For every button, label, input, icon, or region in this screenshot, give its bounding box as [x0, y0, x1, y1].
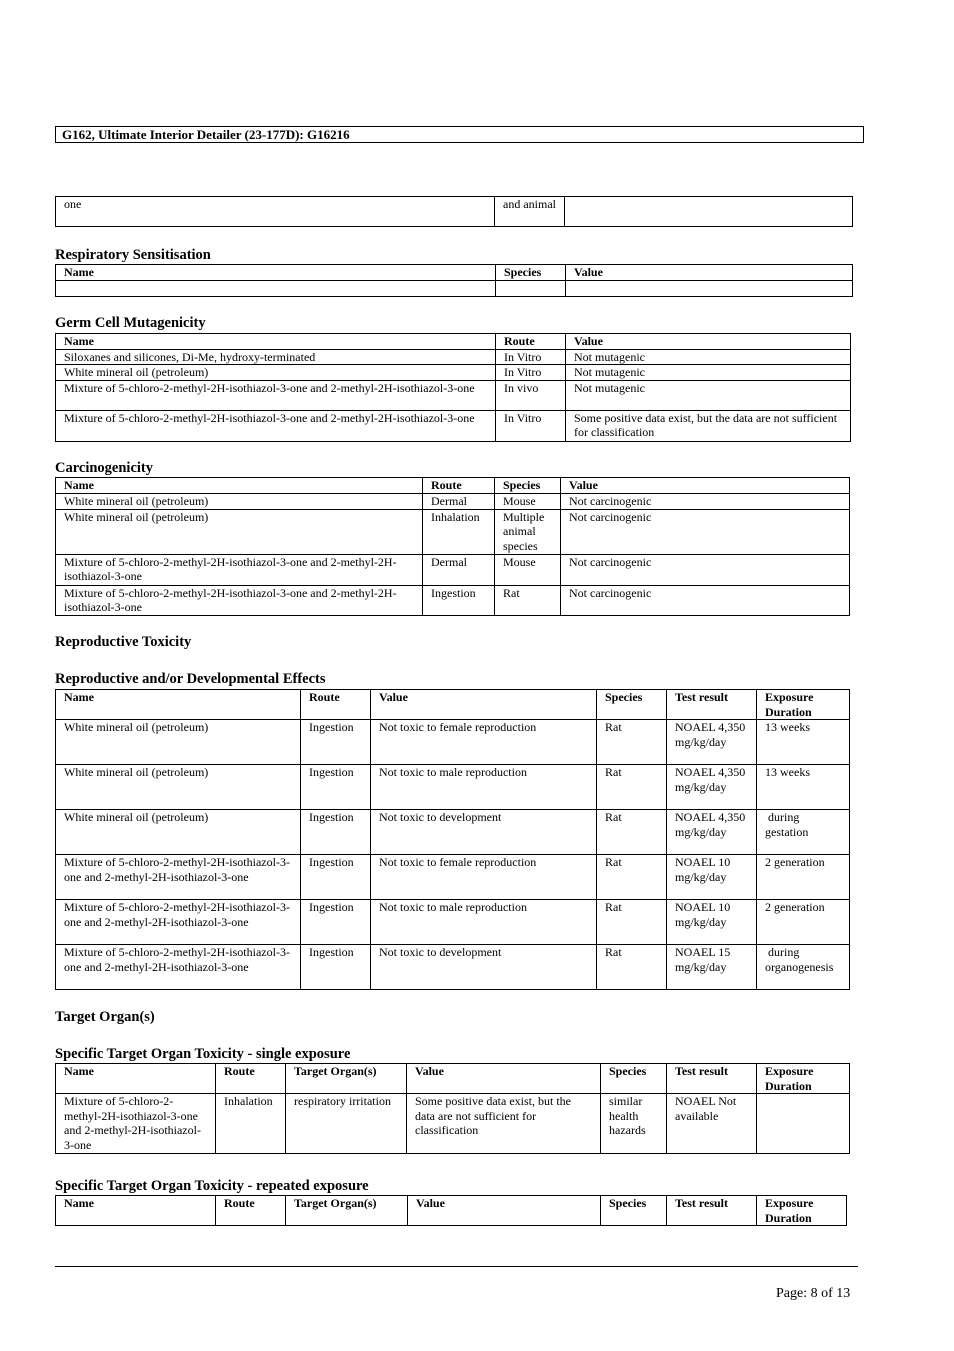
section-heading-reproductive: Reproductive Toxicity: [55, 634, 192, 650]
column-header: Exposure Duration: [757, 1064, 850, 1094]
table-header-row: [56, 1064, 850, 1094]
respiratory-table: [55, 264, 853, 297]
column-header: Value: [408, 1196, 601, 1226]
table-row: [56, 900, 850, 945]
table-cell: [757, 1094, 850, 1154]
table-header-row: [56, 478, 850, 494]
table-cell: Ingestion: [301, 765, 371, 810]
footer-divider: [55, 1266, 858, 1267]
table-cell: White mineral oil (petroleum): [56, 810, 301, 855]
table-row: [56, 585, 850, 615]
table-cell: Rat: [597, 945, 667, 990]
page-number: Page: 8 of 13: [776, 1286, 851, 1301]
table-cell: Dermal: [423, 554, 495, 585]
table-cell: Mixture of 5-chloro-2-methyl-2H-isothiazol-3-one and 2-methyl-2H-isothiazol-3-one: [56, 1094, 216, 1154]
table-cell: and animal: [495, 197, 565, 227]
table-cell: Not carcinogenic: [561, 585, 850, 615]
section-heading-respiratory: Respiratory Sensitisation: [55, 247, 211, 263]
column-header: Name: [56, 1064, 216, 1094]
continuation-table: [55, 196, 853, 227]
table-row: [56, 720, 850, 765]
table-cell: White mineral oil (petroleum): [56, 720, 301, 765]
section-heading-target-organs: Target Organ(s): [55, 1009, 155, 1025]
table-row: [56, 765, 850, 810]
column-header: Value: [566, 265, 853, 281]
table-cell: NOAEL 10 mg/kg/day: [667, 855, 757, 900]
table-cell: Mixture of 5-chloro-2-methyl-2H-isothiazol-3-one and 2-methyl-2H-isothiazol-3-one: [56, 380, 496, 410]
table-cell: Mixture of 5-chloro-2-methyl-2H-isothiazol-3-one and 2-methyl-2H-isothiazol-3-one: [56, 900, 301, 945]
section-heading-single-exposure: Specific Target Organ Toxicity - single exposure: [55, 1046, 351, 1062]
table-cell: White mineral oil (petroleum): [56, 509, 423, 554]
repeated-exposure-table: [55, 1195, 847, 1226]
table-row: [56, 280, 853, 296]
table-cell: Mixture of 5-chloro-2-methyl-2H-isothiazol-3-one and 2-methyl-2H-isothiazol-3-one: [56, 945, 301, 990]
table-cell: Not toxic to development: [371, 945, 597, 990]
table-cell: 13 weeks: [757, 765, 850, 810]
table-cell: Mixture of 5-chloro-2-methyl-2H-isothiazol-3-one and 2-methyl-2H-isothiazol-3-one: [56, 855, 301, 900]
table-cell: Not carcinogenic: [561, 494, 850, 510]
table-cell: In vivo: [496, 380, 566, 410]
table-cell: during gestation: [757, 810, 850, 855]
column-header: Name: [56, 690, 301, 720]
section-heading-germ: Germ Cell Mutagenicity: [55, 315, 206, 331]
table-cell: Not toxic to male reproduction: [371, 765, 597, 810]
column-header: Species: [597, 690, 667, 720]
table-header-row: [56, 1196, 847, 1226]
table-cell: one: [56, 197, 495, 227]
column-header: Test result: [667, 1196, 757, 1226]
table-cell: Not mutagenic: [566, 349, 851, 365]
table-cell: Rat: [597, 765, 667, 810]
table-row: [56, 810, 850, 855]
table-cell: Not toxic to female reproduction: [371, 855, 597, 900]
table-cell: during organogenesis: [757, 945, 850, 990]
table-cell: Ingestion: [301, 720, 371, 765]
table-cell: Multiple animal species: [495, 509, 561, 554]
column-header: Species: [601, 1064, 667, 1094]
table-cell: In Vitro: [496, 410, 566, 441]
table-cell: Some positive data exist, but the data are not sufficient for classification: [407, 1094, 601, 1154]
table-cell: White mineral oil (petroleum): [56, 765, 301, 810]
table-cell: Mixture of 5-chloro-2-methyl-2H-isothiazol-3-one and 2-methyl-2H-isothiazol-3-one: [56, 554, 423, 585]
column-header: Name: [56, 334, 496, 350]
column-header: Route: [301, 690, 371, 720]
document-header: G162, Ultimate Interior Detailer (23-177D): G16216: [55, 126, 864, 143]
section-heading-carcinogenicity: Carcinogenicity: [55, 460, 153, 476]
table-cell: Rat: [495, 585, 561, 615]
column-header: Target Organ(s): [286, 1196, 408, 1226]
column-header: Value: [407, 1064, 601, 1094]
table-cell: similar health hazards: [601, 1094, 667, 1154]
table-row: [56, 365, 851, 381]
table-cell: Rat: [597, 810, 667, 855]
table-cell: Inhalation: [423, 509, 495, 554]
single-exposure-table: [55, 1063, 850, 1154]
table-cell: Some positive data exist, but the data are not sufficient for classification: [566, 410, 851, 441]
table-row: [56, 380, 851, 410]
table-cell: Ingestion: [423, 585, 495, 615]
column-header: Name: [56, 478, 423, 494]
table-cell: Not carcinogenic: [561, 554, 850, 585]
table-row: [56, 349, 851, 365]
table-cell: Siloxanes and silicones, Di-Me, hydroxy-terminated: [56, 349, 496, 365]
table-cell: Rat: [597, 720, 667, 765]
table-cell: Mixture of 5-chloro-2-methyl-2H-isothiazol-3-one and 2-methyl-2H-isothiazol-3-one: [56, 410, 496, 441]
table-cell: NOAEL 4,350 mg/kg/day: [667, 810, 757, 855]
table-cell: [56, 280, 496, 296]
column-header: Route: [216, 1196, 286, 1226]
table-row: [56, 945, 850, 990]
table-cell: Not toxic to female reproduction: [371, 720, 597, 765]
table-cell: respiratory irritation: [286, 1094, 407, 1154]
table-cell: In Vitro: [496, 349, 566, 365]
table-cell: Not toxic to male reproduction: [371, 900, 597, 945]
table-cell: 13 weeks: [757, 720, 850, 765]
column-header: Target Organ(s): [286, 1064, 407, 1094]
table-row: [56, 855, 850, 900]
table-cell: Ingestion: [301, 945, 371, 990]
column-header: Value: [371, 690, 597, 720]
table-cell: Mouse: [495, 554, 561, 585]
carcinogenicity-table: [55, 477, 850, 616]
table-cell: Rat: [597, 855, 667, 900]
table-cell: Dermal: [423, 494, 495, 510]
column-header: Species: [495, 478, 561, 494]
table-row: [56, 494, 850, 510]
table-cell: Ingestion: [301, 810, 371, 855]
column-header: Species: [496, 265, 566, 281]
table-cell: [566, 280, 853, 296]
table-row: [56, 1094, 850, 1154]
table-cell: Not mutagenic: [566, 380, 851, 410]
table-cell: In Vitro: [496, 365, 566, 381]
table-header-row: [56, 265, 853, 281]
table-cell: Rat: [597, 900, 667, 945]
column-header: Route: [496, 334, 566, 350]
column-header: Exposure Duration: [757, 1196, 847, 1226]
table-header-row: [56, 690, 850, 720]
column-header: Test result: [667, 1064, 757, 1094]
table-cell: Mixture of 5-chloro-2-methyl-2H-isothiazol-3-one and 2-methyl-2H-isothiazol-3-one: [56, 585, 423, 615]
table-cell: NOAEL 4,350 mg/kg/day: [667, 720, 757, 765]
section-heading-repro-dev: Reproductive and/or Developmental Effects: [55, 671, 326, 687]
section-heading-repeated-exposure: Specific Target Organ Toxicity - repeated exposure: [55, 1178, 369, 1194]
table-cell: Ingestion: [301, 855, 371, 900]
table-row: [56, 410, 851, 441]
table-row: [56, 509, 850, 554]
table-cell: Not carcinogenic: [561, 509, 850, 554]
table-cell: NOAEL Not available: [667, 1094, 757, 1154]
table-row: [56, 554, 850, 585]
table-cell: White mineral oil (petroleum): [56, 494, 423, 510]
column-header: Value: [566, 334, 851, 350]
table-cell: [496, 280, 566, 296]
column-header: Route: [423, 478, 495, 494]
table-cell: 2 generation: [757, 855, 850, 900]
table-cell: Mouse: [495, 494, 561, 510]
repro-dev-table: [55, 689, 850, 990]
table-cell: 2 generation: [757, 900, 850, 945]
table-cell: Not mutagenic: [566, 365, 851, 381]
column-header: Species: [601, 1196, 667, 1226]
table-cell: [565, 197, 853, 227]
column-header: Route: [216, 1064, 286, 1094]
column-header: Name: [56, 1196, 216, 1226]
germ-cell-table: [55, 333, 851, 442]
table-cell: NOAEL 15 mg/kg/day: [667, 945, 757, 990]
table-cell: NOAEL 4,350 mg/kg/day: [667, 765, 757, 810]
table-cell: NOAEL 10 mg/kg/day: [667, 900, 757, 945]
column-header: Test result: [667, 690, 757, 720]
table-cell: Ingestion: [301, 900, 371, 945]
column-header: Exposure Duration: [757, 690, 850, 720]
table-cell: Not toxic to development: [371, 810, 597, 855]
table-header-row: [56, 334, 851, 350]
column-header: Value: [561, 478, 850, 494]
table-cell: White mineral oil (petroleum): [56, 365, 496, 381]
column-header: Name: [56, 265, 496, 281]
table-cell: Inhalation: [216, 1094, 286, 1154]
table-row: [56, 197, 853, 227]
